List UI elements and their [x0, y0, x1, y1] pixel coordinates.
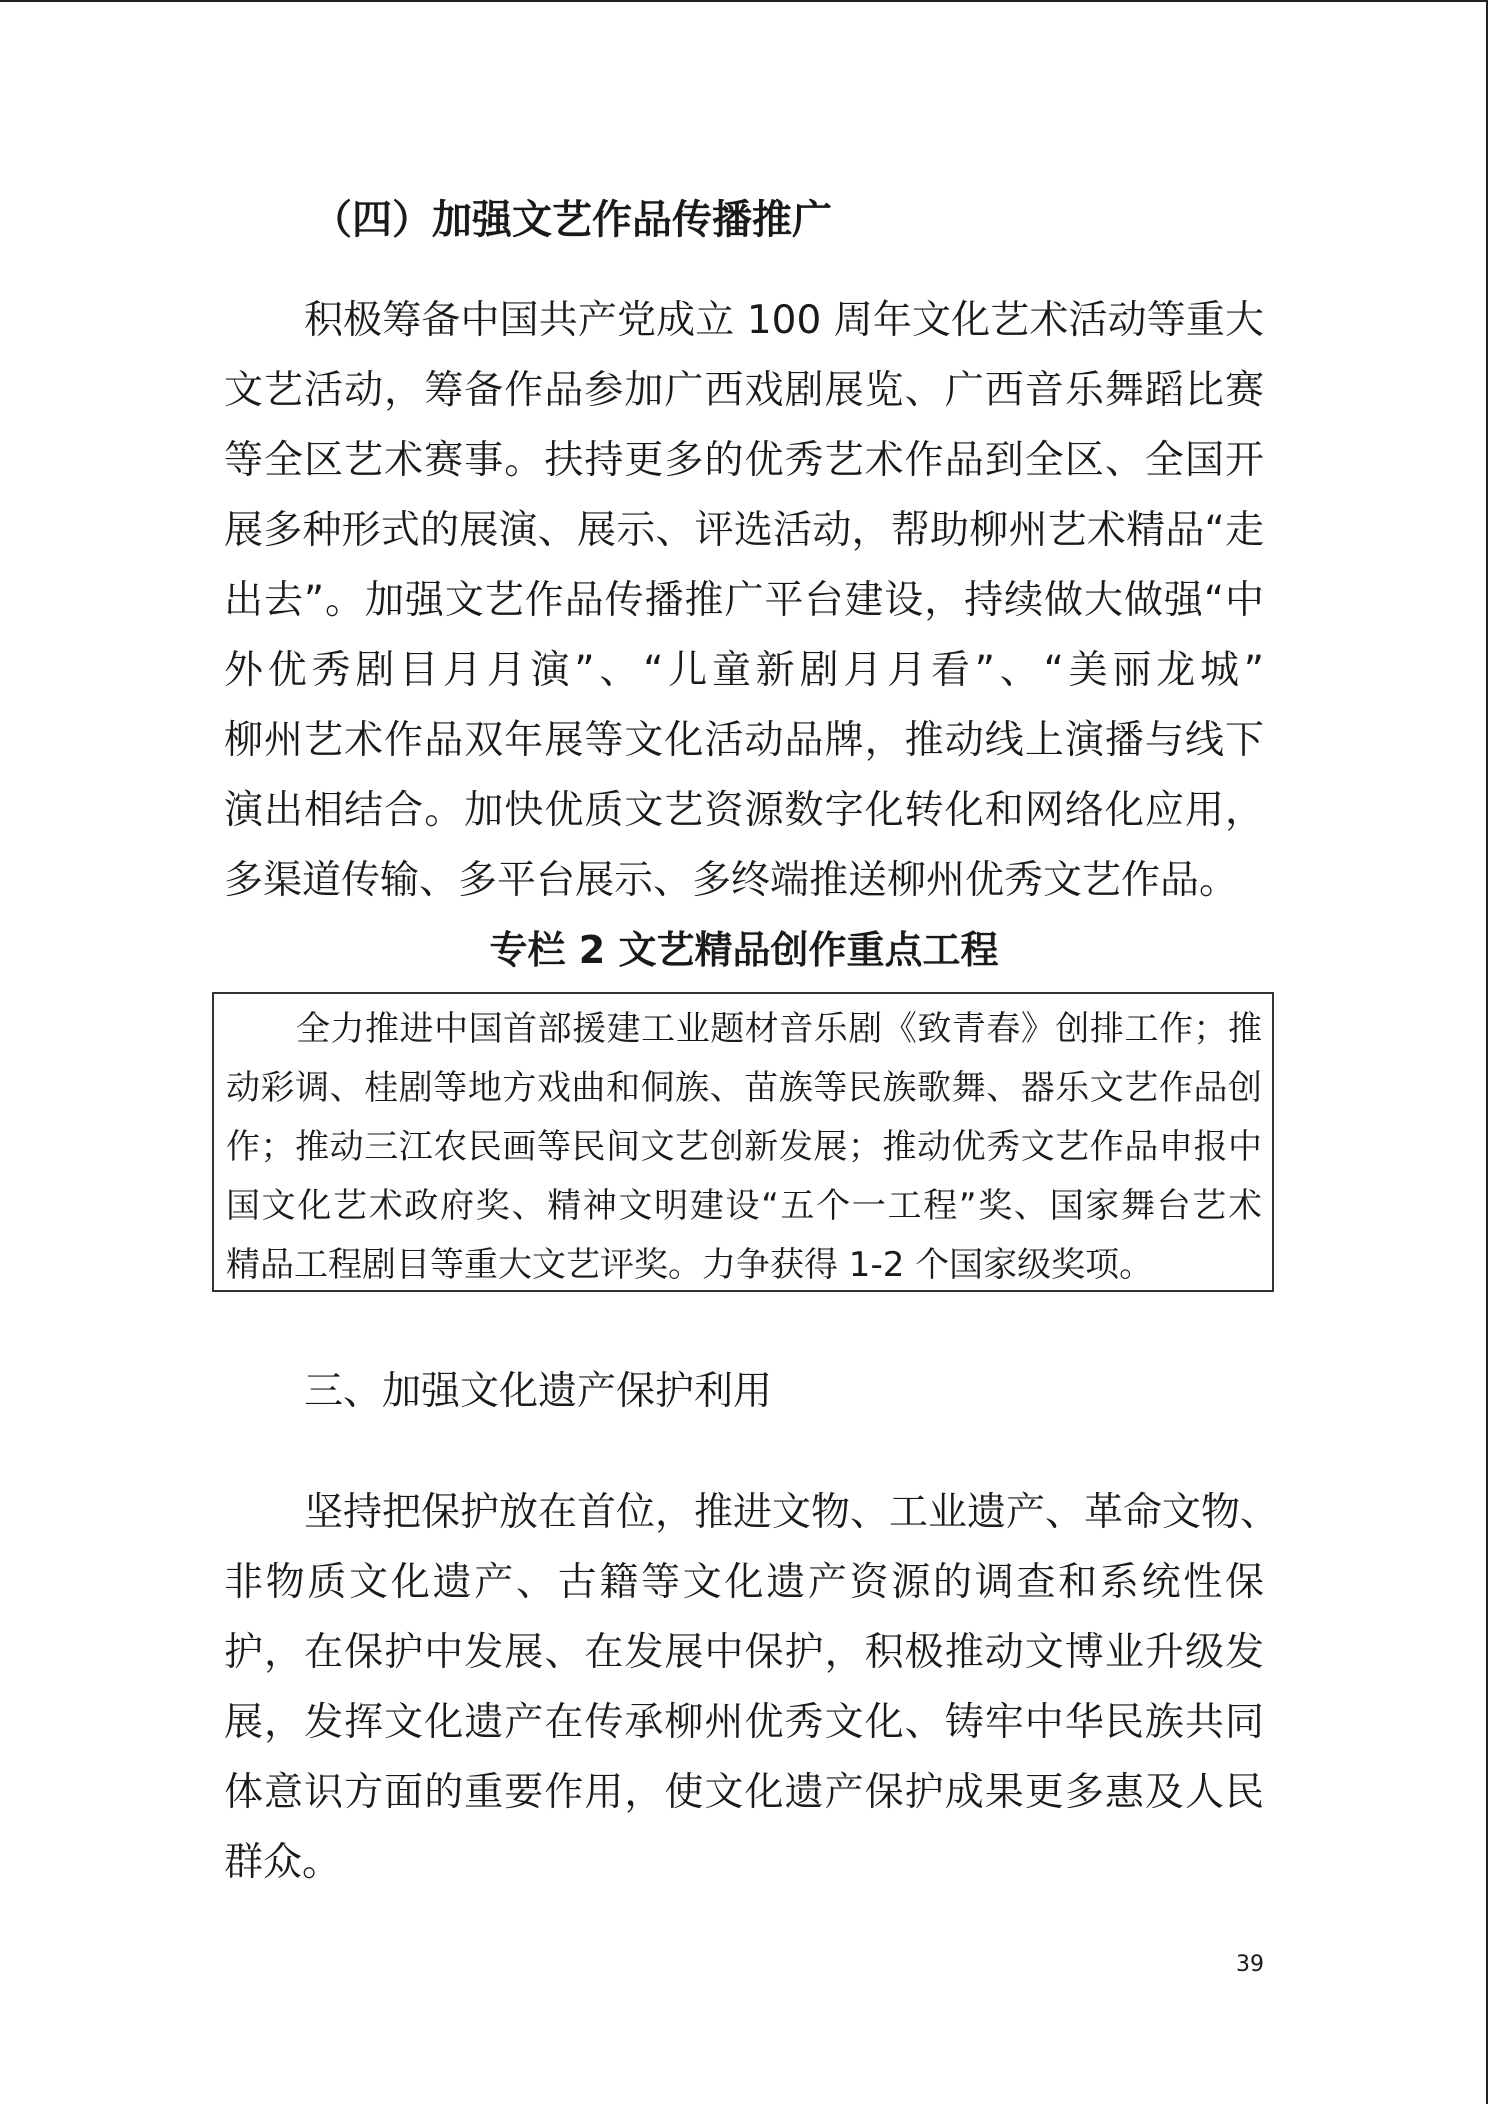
- paragraph-line: 多渠道传输、多平台展示、多终端推送柳州优秀文艺作品。: [224, 858, 1239, 903]
- paragraph-line: 非物质文化遗产、古籍等文化遗产资源的调查和系统性保: [224, 1560, 1264, 1605]
- paragraph-line: 外优秀剧目月月演”、“儿童新剧月月看”、“美丽龙城”: [224, 648, 1264, 693]
- paragraph-line: 展多种形式的展演、展示、评选活动，帮助柳州艺术精品“走: [224, 508, 1264, 553]
- box-line: 全力推进中国首部援建工业题材音乐剧《致青春》创排工作；推: [296, 1009, 1262, 1049]
- paragraph-line: 展，发挥文化遗产在传承柳州优秀文化、铸牢中华民族共同: [224, 1700, 1264, 1745]
- box-line: 国文化艺术政府奖、精神文明建设“五个一工程”奖、国家舞台艺术: [226, 1186, 1262, 1226]
- section-heading: 三、加强文化遗产保护利用: [304, 1369, 773, 1414]
- page-number: 39: [1236, 1952, 1264, 1977]
- paragraph-line: 等全区艺术赛事。扶持更多的优秀艺术作品到全区、全国开: [224, 438, 1264, 483]
- box-line: 精品工程剧目等重大文艺评奖。力争获得 1-2 个国家级奖项。: [226, 1245, 1154, 1285]
- paragraph-line: 柳州艺术作品双年展等文化活动品牌，推动线上演播与线下: [224, 718, 1264, 763]
- feature-box: [212, 992, 1274, 1292]
- paragraph-line: 出去”。加强文艺作品传播推广平台建设，持续做大做强“中: [224, 578, 1264, 623]
- subheading: （四）加强文艺作品传播推广: [312, 197, 832, 243]
- paragraph-line: 文艺活动，筹备作品参加广西戏剧展览、广西音乐舞蹈比赛: [224, 368, 1264, 413]
- box-text: [226, 1000, 1262, 1295]
- paragraph-line: 演出相结合。加快优质文艺资源数字化转化和网络化应用，: [224, 788, 1264, 833]
- paragraph-line: 群众。: [224, 1840, 342, 1885]
- box-line: 动彩调、桂剧等地方戏曲和侗族、苗族等民族歌舞、器乐文艺作品创: [226, 1068, 1262, 1108]
- paragraph-2: [224, 1478, 1280, 1898]
- paragraph-line: 体意识方面的重要作用，使文化遗产保护成果更多惠及人民: [224, 1770, 1264, 1815]
- paragraph-1: [224, 286, 1264, 916]
- paragraph-line: 坚持把保护放在首位，推进文物、工业遗产、革命文物、: [304, 1490, 1280, 1535]
- paragraph-line: 积极筹备中国共产党成立 100 周年文化艺术活动等重大: [304, 298, 1264, 343]
- paragraph-line: 护，在保护中发展、在发展中保护，积极推动文博业升级发: [224, 1630, 1264, 1675]
- box-title: 专栏 2 文艺精品创作重点工程: [489, 928, 999, 972]
- box-line: 作；推动三江农民画等民间文艺创新发展；推动优秀文艺作品申报中: [226, 1127, 1262, 1167]
